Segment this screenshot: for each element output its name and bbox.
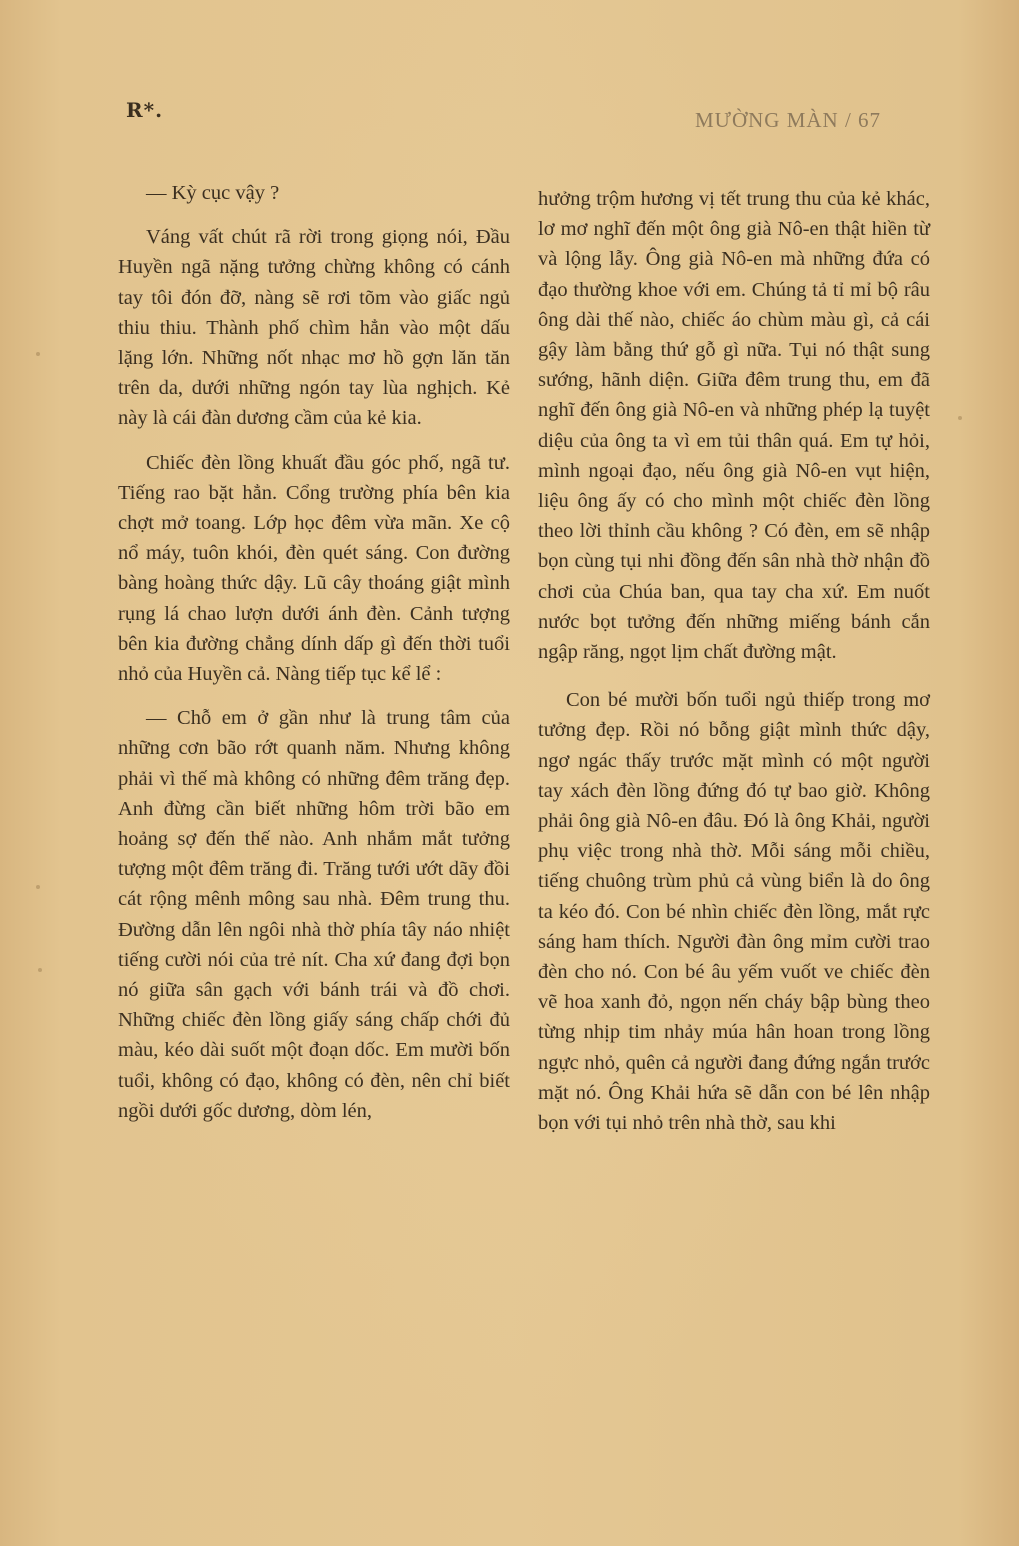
left-column xyxy=(118,178,510,1126)
paper-speck xyxy=(36,885,40,889)
paper-speck xyxy=(36,352,40,356)
running-header: MƯỜNG MÀN / 67 xyxy=(695,108,882,132)
right-column xyxy=(538,184,930,1138)
paper-speck xyxy=(38,968,42,972)
paragraph: hưởng trộm hương vị tết trung thu của kẻ khác, lơ mơ nghĩ đến một ông già Nô-en thật hiền từ và lộng lẫy. Ông già Nô-en mà những đứa có đạo thường khoe với em. Chúng tả tỉ mỉ bộ râu ông dài thế nào, chiếc áo chùm màu gì, cả cái gậy làm bằng thứ gỗ gì nữa. Tụi nó thật sung sướng, hãnh diện. Giữa đêm trung thu, em đã nghĩ đến ông già Nô-en và những phép lạ tuyệt diệu của ông ta vì em tủi thân quá. Em tự hỏi, mình ngoại đạo, nếu ông già Nô-en vụt hiện, liệu ông ấy có cho mình một chiếc đèn lồng theo lời thỉnh cầu không ? Có đèn, em sẽ nhập bọn cùng tụi nhi đồng đến sân nhà thờ nhận đồ chơi của Chúa ban, qua tay cha xứ. Em nuốt nước bọt tưởng đến những miếng bánh cắn ngập răng, ngọt lịm chất đường mật. xyxy=(538,188,930,664)
page-mark: R*. xyxy=(126,98,164,122)
paragraph: — Chỗ em ở gần như là trung tâm của những cơn bão rớt quanh năm. Nhưng không phải vì thế mà không có những đêm trăng đẹp. Anh đừng cần biết những hôm trời bão em hoảng sợ đến thế nào. Anh nhắm mắt tưởng tượng một đêm trăng đi. Trăng tưới ướt dãy đồi cát rộng mênh mông sau nhà. Đêm trung thu. Đường dẫn lên ngôi nhà thờ phía tây náo nhiệt tiếng cười nói của trẻ nít. Cha xứ đang đợi bọn nó giữa sân gạch với bánh trái và đồ chơi. Những chiếc đèn lồng giấy sáng chấp chới đủ màu, kéo dài suốt một đoạn dốc. Em mười bốn tuổi, không có đạo, không có đèn, nên chỉ biết ngồi dưới gốc dương, dòm lén, xyxy=(118,707,510,1122)
paragraph: Chiếc đèn lồng khuất đầu góc phố, ngã tư. Tiếng rao bặt hẳn. Cổng trường phía bên kia chợt mở toang. Lớp học đêm vừa mãn. Xe cộ nổ máy, tuôn khói, đèn quét sáng. Con đường bàng hoàng thức dậy. Lũ cây thoáng giật mình rụng lá chao lượn dưới ánh đèn. Cảnh tượng bên kia đường chẳng dính dấp gì đến thời tuổi nhỏ của Huyền cả. Nàng tiếp tục kể lể : xyxy=(118,451,510,686)
paper-speck xyxy=(958,416,962,420)
paragraph: — Kỳ cục vậy ? xyxy=(146,182,280,204)
paragraph: Con bé mười bốn tuổi ngủ thiếp trong mơ tưởng đẹp. Rồi nó bỗng giật mình thức dậy, ngơ ngác thấy trước mặt mình có một người tay xách đèn lồng đứng đó tự bao giờ. Không phải ông già Nô-en đâu. Đó là ông Khải, người phụ việc trong nhà thờ. Mỗi sáng mỗi chiều, tiếng chuông trùm phủ cả vùng biển là do ông ta kéo đó. Con bé nhìn chiếc đèn lồng, mắt rực sáng ham thích. Người đàn ông mỉm cười trao đèn cho nó. Con bé âu yếm vuốt ve chiếc đèn vẽ hoa xanh đỏ, ngọn nến cháy bập bùng theo từng nhịp tim nhảy múa hân hoan trong lồng ngực nhỏ, quên cả người đang đứng ngắn trước mặt nó. Ông Khải hứa sẽ dẫn con bé lên nhập bọn với tụi nhỏ trên nhà thờ, sau khi xyxy=(538,689,930,1135)
paragraph: Váng vất chút rã rời trong giọng nói, Đầu Huyền ngã nặng tưởng chừng không có cánh tay tôi đón đỡ, nàng sẽ rơi tõm vào giấc ngủ thiu thiu. Thành phố chìm hẳn vào một dấu lặng lớn. Những nốt nhạc mơ hồ gợn lăn tăn trên da, dưới những ngón tay lùa nghịch. Kẻ này là cái đàn dương cầm của kẻ kia. xyxy=(118,226,510,430)
